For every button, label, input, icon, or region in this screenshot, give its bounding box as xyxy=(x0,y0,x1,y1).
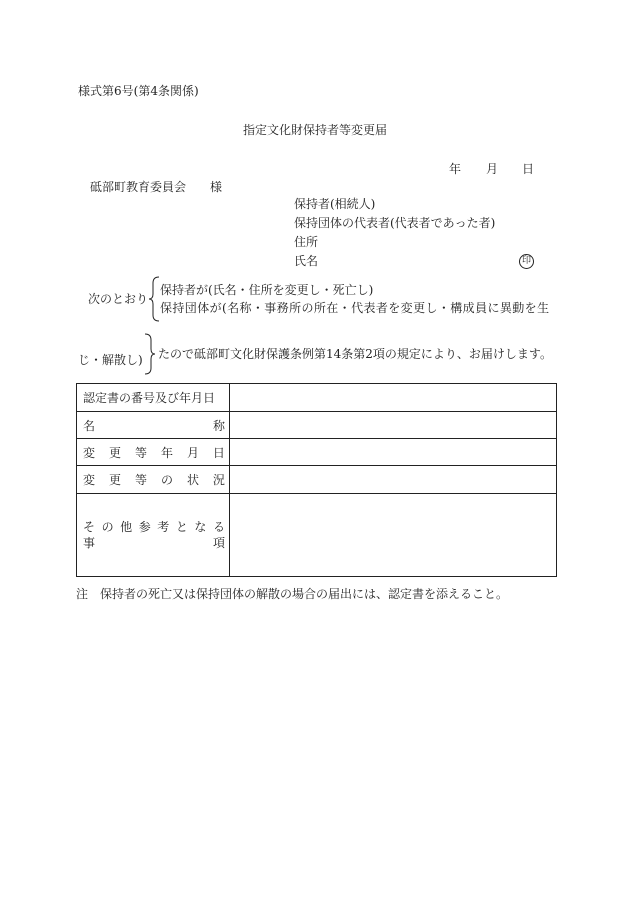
applicant-holder-label: 保持者(相続人) xyxy=(294,197,376,211)
label-char: 認定書の番号及び年月日 xyxy=(83,391,216,405)
label-char: 月 xyxy=(186,445,199,460)
label-char: そ xyxy=(83,520,96,534)
applicant-block xyxy=(294,196,495,272)
body-line-organization: 保持団体が(名称・事務所の所在・代表者を変更し・構成員に異動を生 xyxy=(160,301,550,315)
label-char: 事 xyxy=(83,536,96,550)
date-month-label: 月 xyxy=(486,162,499,176)
form-title: 指定文化財保持者等変更届 xyxy=(242,123,387,137)
table-row xyxy=(77,494,557,577)
label-char: 項 xyxy=(212,536,225,550)
table-row xyxy=(77,466,557,494)
applicant-representative-label: 保持団体の代表者(代表者であった者) xyxy=(294,216,496,230)
label-char: 考 xyxy=(157,520,170,534)
row-label-certificate xyxy=(77,384,230,412)
row-label-change-status xyxy=(77,466,230,494)
date-year-label: 年 xyxy=(449,162,462,176)
label-char: 等 xyxy=(134,473,147,487)
applicant-address-label: 住所 xyxy=(294,235,319,249)
label-char: 更 xyxy=(108,473,121,487)
body-line-holder: 保持者が(氏名・住所を変更し・死亡し) xyxy=(160,283,374,297)
left-brace xyxy=(148,276,160,322)
label-char: 年 xyxy=(160,445,173,460)
label-char: る xyxy=(212,520,225,534)
row-value-name[interactable] xyxy=(230,412,557,439)
row-label-name xyxy=(77,412,230,439)
footnote: 注 保持者の死亡又は保持団体の解散の場合の届出には、認定書を添えること。 xyxy=(76,587,509,601)
table-row xyxy=(77,439,557,466)
addressee-name: 砥部町教育委員会 xyxy=(90,180,187,194)
row-value-other[interactable] xyxy=(230,494,557,577)
right-brace xyxy=(144,333,156,375)
details-table xyxy=(76,383,557,577)
row-value-change-status[interactable] xyxy=(230,466,557,494)
row-label-change-date xyxy=(77,439,230,466)
row-value-change-date[interactable] xyxy=(230,439,557,466)
table-row xyxy=(77,384,557,412)
label-char: な xyxy=(194,520,207,534)
addressee-honorific: 様 xyxy=(210,180,223,194)
body-line-dissolution: じ・解散し) xyxy=(78,353,143,367)
label-char: 名 xyxy=(83,418,96,433)
table-row xyxy=(77,412,557,439)
label-char: の xyxy=(101,520,114,534)
label-char: 変 xyxy=(83,473,96,487)
body-line-clause: たので砥部町文化財保護条例第14条第2項の規定により、お届けします。 xyxy=(158,347,552,361)
addressee xyxy=(90,179,222,195)
label-char: 他 xyxy=(120,520,133,534)
label-char: 更 xyxy=(108,445,121,460)
date-day-label: 日 xyxy=(522,162,535,176)
label-char: の xyxy=(160,473,173,487)
label-char: 況 xyxy=(212,473,225,487)
form-number: 様式第6号(第4条関係) xyxy=(78,84,199,98)
row-label-other xyxy=(77,494,230,577)
label-char: 等 xyxy=(134,445,147,460)
label-char: 日 xyxy=(212,445,225,460)
seal-mark: 印 xyxy=(519,254,534,269)
label-char: と xyxy=(175,520,188,534)
body-tsugi: 次のとおり xyxy=(88,292,149,306)
label-char: 状 xyxy=(186,473,199,487)
row-value-certificate[interactable] xyxy=(230,384,557,412)
label-char: 変 xyxy=(83,445,96,460)
label-char: 参 xyxy=(138,520,151,534)
applicant-name-label: 氏名 xyxy=(294,254,319,268)
label-char: 称 xyxy=(212,418,225,433)
